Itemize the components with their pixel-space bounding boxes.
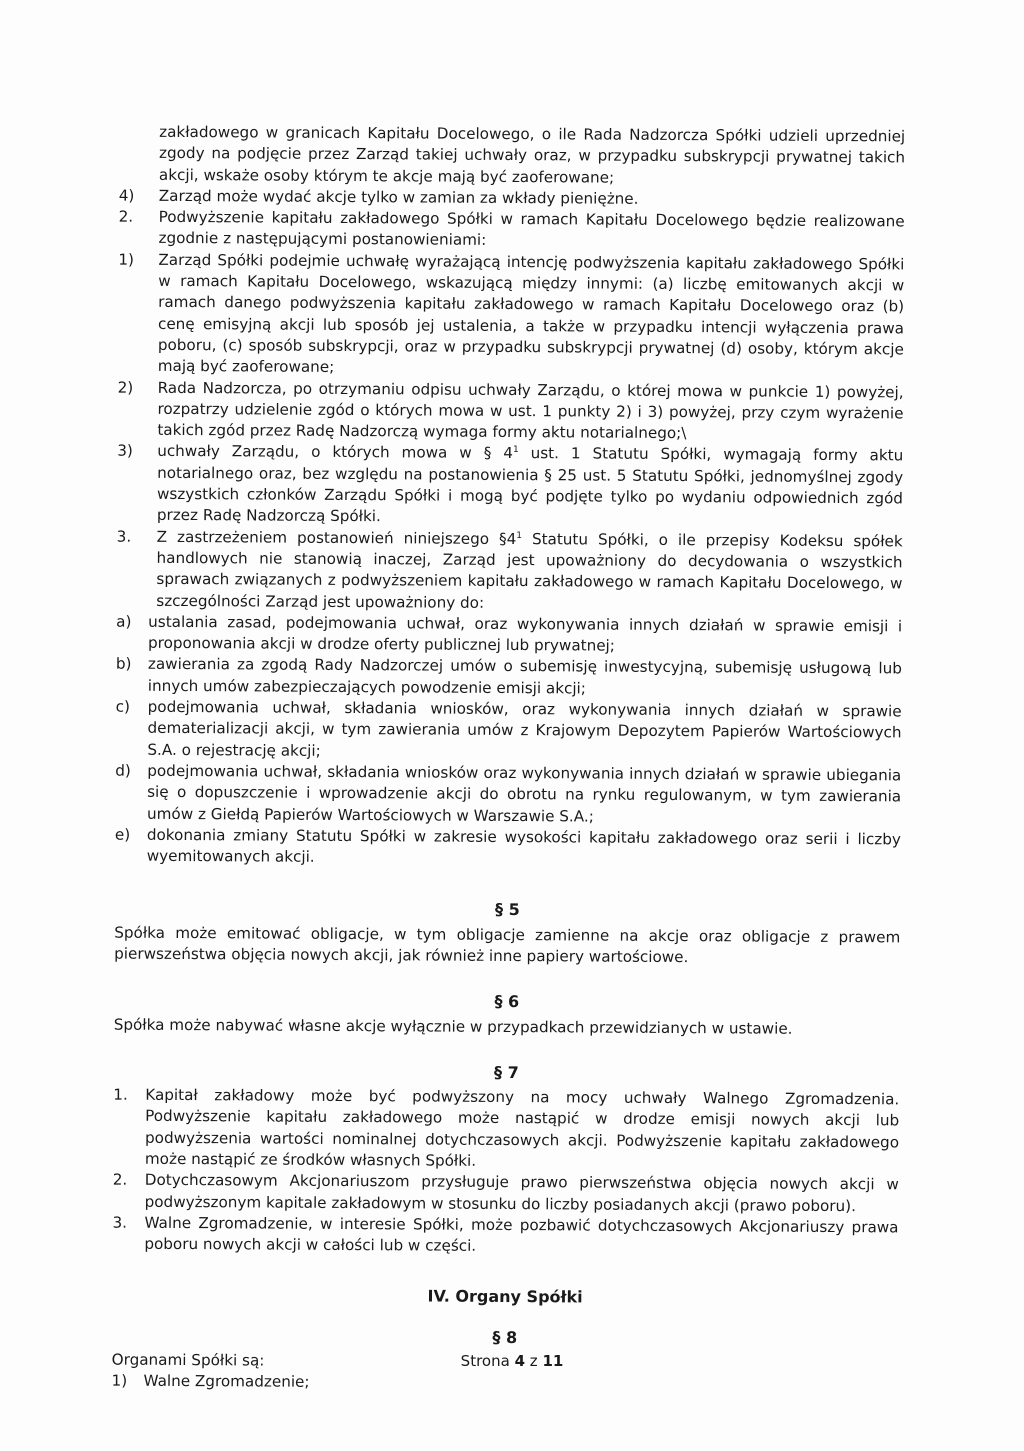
list-item-text-pre: uchwały Zarządu, o których mowa w § 4 [157, 442, 514, 463]
list-item-label: 1) [118, 250, 135, 269]
page-label: Strona [460, 1352, 510, 1370]
list-item-text: Zarząd może wydać akcje tylko w zamian za wkłady pieniężne. [158, 186, 639, 208]
paragraph-text: Podwyższenie kapitału zakładowego Spółki w ramach Kapitału Docelowego będzie realizowane zgodnie z następującymi postanowieniami: [158, 208, 905, 250]
list-item-text: zawierania za zgodą Rady Nadzorczej umów o subemisję inwestycyjną, subemisję usługową lub innych umów zabezpieczających powodzenie emisji akcji; [147, 655, 902, 698]
list-item-label: a) [116, 612, 132, 631]
list-item-text: podejmowania uchwał, składania wniosków oraz wykonywania innych działań w sprawie ubiegania się o dopuszczenie i wprowadzenie akcji do obrotu na rynku regulowanym, w tym zawierania umów z Giełdą Papierów Wartościowych w Warszawie S.A.; [146, 761, 902, 826]
list-item-label: 2. [112, 1170, 128, 1190]
list-item [113, 1170, 899, 1217]
list-item [116, 611, 902, 658]
list-item [117, 441, 904, 531]
list-item-label: d) [115, 761, 131, 780]
page-separator: z [529, 1352, 538, 1370]
list-item-text: dokonania zmiany Statutu Spółki w zakresie wysokości kapitału zakładowego oraz serii i liczby wyemitowanych akcji. [146, 825, 901, 866]
list-item-text: Walne Zgromadzenie, w interesie Spółki, może pozbawić dotychczasowych Akcjonariuszy prawa poboru nowych akcji w całości lub w części. [144, 1213, 899, 1256]
current-page-number: 4 [514, 1352, 526, 1370]
continuation-paragraph: zakładowego w granicach Kapitału Docelowego, o ile Rada Nadzorcza Spółki udzieli uprzedniej zgody na podjęcie przez Zarząd takiej uchwały oraz, w przypadku subskrypcji prywatnej takich akcji, wskaże osoby którym te akcje mają być zaoferowane; [158, 122, 906, 187]
list-item [116, 654, 902, 701]
page-footer [0, 1352, 1024, 1370]
list-item-text-post: ust. 1 Statutu Spółki, wymagają formy aktu notarialnego oraz, bez względu na postanowienia § 25 ust. 5 Statutu Spółki, jednomyślnej zgody wszystkich członków Zarządu Spółki i mogą być podjęte tylko po wydaniu odpowiednich zgód przez Radę Nadzorczą Spółki. [156, 444, 904, 526]
list-item-text: ustalania zasad, podejmowania uchwał, oraz wykonywania innych działań w sprawie emisji i proponowania akcji w drodze oferty publicznej lub prywatnej; [148, 612, 903, 655]
paragraph-number: 3. [116, 527, 132, 546]
list-item-label: b) [115, 655, 132, 674]
list-item [115, 697, 901, 766]
list-item-text: Kapitał zakładowy może być podwyższony na mocy uchwały Walnego Zgromadzenia. Podwyższenie kapitału zakładowego może nastąpić w drodze emisji nowych akcji lub podwyższenia wartości nominalnej dotychczasowych akcji. Podwyższenie kapitału zakładowego może nastąpić ze środków własnych Spółki. [144, 1085, 900, 1170]
list-item-label: 2) [117, 378, 134, 397]
list-item-text: Rada Nadzorcza, po otrzymaniu odpisu uchwały Zarządu, o której mowa w punkcie 1) powyżej, rozpatrzy udzielenie zgód o których mowa w ust. 1 punkty 2) i 3) powyżej, przy czym wyrażenie takich zgód przez Radę Nadzorczą wymaga formy aktu notarialnego;\ [157, 378, 904, 443]
list-item-label: 1) [111, 1372, 128, 1391]
paragraph-text-pre: Z zastrzeżeniem postanowień niniejszego §4 [156, 527, 517, 548]
chapter-heading: IV. Organy Spółki [427, 1286, 583, 1307]
section-6-text: Spółka może nabywać własne akcje wyłącznie w przypadkach przewidzianych w ustawie. [113, 1015, 793, 1038]
list-item-label: 4) [118, 186, 135, 205]
list-item-text: Walne Zgromadzenie; [143, 1372, 310, 1392]
paragraph-text-post: Statutu Spółki, o ile przepisy Kodeksu spółek handlowych nie stanowią inaczej, Zarząd jest upoważniony do decydowania o wszystkich sprawach związanych z podwyższeniem kapitału zakładowego w ramach Kapitału Docelowego, w szczególności Zarząd jest upoważniony do: [156, 529, 903, 612]
section-heading-6: § 6 [494, 992, 520, 1012]
list-item [117, 377, 903, 446]
list-item [112, 1213, 898, 1260]
section-heading-5: § 5 [495, 900, 520, 920]
list-item [113, 1085, 900, 1175]
section-heading-7: § 7 [494, 1062, 519, 1082]
numbered-paragraph-2 [118, 207, 904, 254]
list-item-label: c) [115, 697, 131, 716]
superscript: 1 [512, 445, 519, 456]
list-item-label: 3) [117, 442, 133, 461]
section-5-text: Spółka może emitować obligacje, w tym obligacje zamienne na akcje oraz obligacje z prawem pierwszeństwa objęcia nowych akcji, jak również inne papiery wartościowe. [114, 923, 901, 967]
section-heading-8: § 8 [492, 1327, 518, 1347]
list-item-label: 1. [113, 1085, 128, 1104]
section-8-intro: Organami Spółki są: [111, 1350, 265, 1370]
list-item-label: e) [114, 825, 131, 844]
superscript: 1 [516, 530, 523, 541]
numbered-paragraph-3 [116, 526, 903, 616]
list-item [115, 760, 901, 829]
list-item [115, 824, 901, 871]
list-item-text: podejmowania uchwał, składania wniosków, oraz wykonywania innych działań w sprawie dematerializacji akcji, w tym zawierania umów z Krajowym Depozytem Papierów Wartościowych S.A. o rejestrację akcji; [147, 697, 902, 760]
list-item [118, 249, 905, 382]
list-item [111, 1371, 897, 1397]
list-item-text: Zarząd Spółki podejmie uchwałę wyrażającą intencję podwyższenia kapitału zakładowego Spółki w ramach Kapitału Docelowego, wskazującą między innymi: (a) liczbę emitowanych akcji w ramach danego podwyższenia kapitału zakładowego w ramach Kapitału Docelowego oraz (b) cenę emisyjną akcji lub sposób jej ustalenia, a także w przypadku intencji wyłączenia prawa poboru, (c) sposób subskrypcji, oraz w przypadku subskrypcji prywatnej (d) osoby, którym akcje mają być zaoferowane; [157, 250, 905, 377]
list-item-text: Dotychczasowym Akcjonariuszom przysługuje prawo pierwszeństwa objęcia nowych akcji w podwyższonym kapitale zakładowym w stosunku do liczby posiadanych akcji (prawo poboru). [144, 1171, 899, 1215]
total-pages: 11 [542, 1352, 564, 1370]
list-item-label: 3. [112, 1213, 128, 1232]
paragraph-number: 2. [118, 207, 134, 226]
